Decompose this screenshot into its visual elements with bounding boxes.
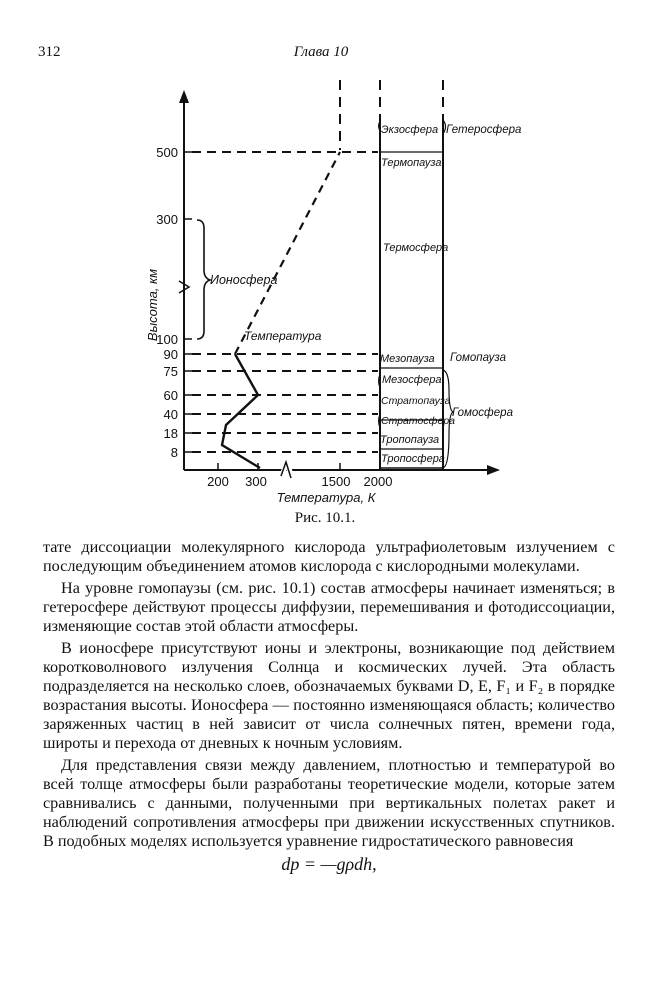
ionosphere-brace — [197, 220, 210, 339]
homopause-label: Гомопауза — [450, 352, 506, 364]
chapter-title: Глава 10 — [293, 44, 349, 60]
y-tick-label: 300 — [156, 212, 178, 227]
x-tick-label: 300 — [245, 474, 267, 489]
layer-label-troposphere: Тропосфера — [381, 453, 445, 465]
y-axis-arrow — [179, 90, 189, 103]
x-axis-arrow — [487, 465, 500, 475]
x-tick-label: 1500 — [321, 474, 351, 489]
layer-label-exosphere: Экзосфера — [381, 124, 439, 136]
page-number: 312 — [38, 44, 61, 60]
temperature-curve-dashed — [235, 152, 340, 354]
y-tick-label: 8 — [170, 445, 178, 460]
layer-label-thermopause: Термопауза — [381, 157, 442, 169]
y-tick-label: 100 — [156, 332, 178, 347]
y-tick-label: 18 — [163, 426, 178, 441]
x-tick-label: 2000 — [363, 474, 393, 489]
layer-label-tropopause: Тропопауза — [380, 434, 440, 446]
heterosphere-label: Гетеросфера — [446, 124, 522, 136]
layer-label-mesosphere: Мезосфера — [382, 374, 442, 386]
temperature-label: Температура — [244, 329, 322, 343]
paragraph: Для представления связи между давлением, плотностью и температурой во всей толще атмосферы были разработаны теоретические модели, которые затем сравнивались с данными, полученными при вертикальных полетах ракет и наблюдений сопротивления атмосферы при движении искусственных спутников. В подобных моделях используется уравнение гидростатического равновесия — [43, 756, 615, 850]
y-tick-label: 500 — [156, 145, 178, 160]
y-tick-label: 60 — [163, 388, 178, 403]
x-tick-label: 200 — [207, 474, 229, 489]
layer-label-mesopause: Мезопауза — [380, 353, 435, 365]
paragraph: тате диссоциации молекулярного кислорода ультрафиолетовым излучением с последующим объединением атомов кислорода с кислородными молекулами. — [43, 538, 615, 575]
paragraph: В ионосфере присутствуют ионы и электроны, возникающие под действием коротковолнового излучения Солнца и космических лучей. Эта область подразделяется на несколько слоев, обозначаемых буквами D, E, F₁ и F₂ в порядке возрастания высоты. Ионосфера — постоянно изменяющаяся область; количество заряженных частиц в ней зависит от числа солнечных пятен, времени года, широты и перехода от дневных к ночным условиям. — [43, 639, 615, 752]
ionosphere-label: Ионосфера — [210, 273, 278, 287]
y-tick-label: 40 — [163, 407, 178, 422]
y-tick-label: 90 — [163, 347, 178, 362]
y-axis-label: Высота, км — [145, 268, 160, 342]
paragraph: На уровне гомопаузы (см. рис. 10.1) состав атмосферы начинает изменяться; в гетеросфере действуют процессы диффузии, перемешивания и фотодиссоциации, изменяющие состав этой области атмосферы. — [43, 579, 615, 635]
formula: dp = —gρdh, — [281, 854, 377, 874]
layer-label-stratosphere: Стратосфера — [381, 415, 456, 427]
layer-label-stratopause: Стратопауза — [381, 395, 451, 407]
homosphere-label: Гомосфера — [452, 407, 513, 419]
y-tick-label: 75 — [163, 364, 178, 379]
figure-caption: Рис. 10.1. — [294, 510, 356, 526]
layer-label-thermosphere: Термосфера — [383, 242, 449, 254]
body-text — [43, 538, 615, 874]
x-axis-label: Температура, К — [276, 490, 376, 505]
